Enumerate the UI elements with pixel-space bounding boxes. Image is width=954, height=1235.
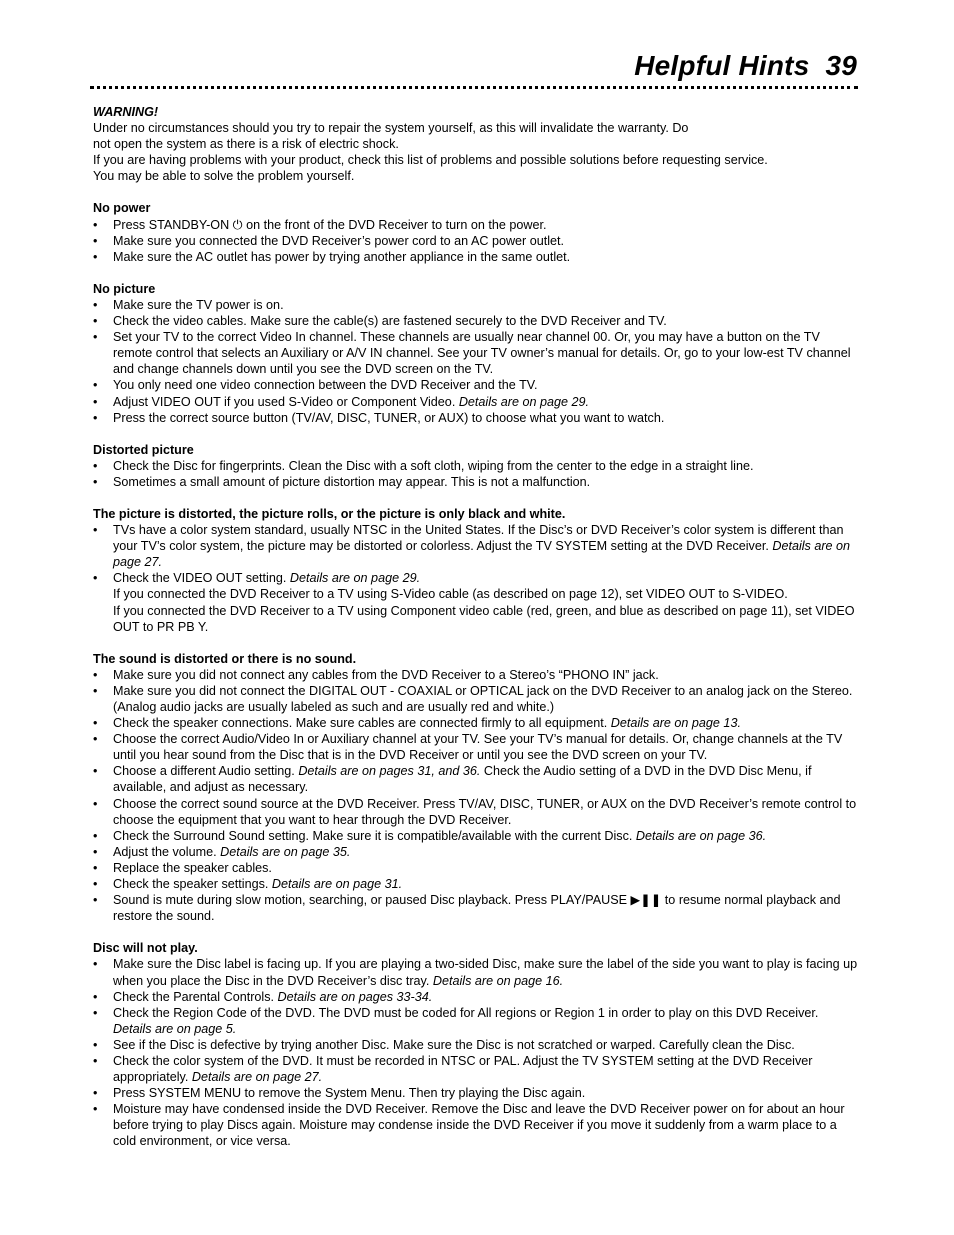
page-reference: Details are on page 36.: [635, 828, 767, 843]
bullet-icon: •: [93, 378, 98, 393]
item-text: Check the Disc for fingerprints. Clean the Disc with a soft cloth, wiping from the center to the edge in a straight line.: [113, 458, 754, 473]
list-item: [93, 989, 859, 1005]
item-text: Check the Region Code of the DVD. The DVD must be coded for All regions or Region 1 in order to play on this DVD Receiver.: [113, 1005, 819, 1020]
item-text: See if the Disc is defective by trying another Disc. Make sure the Disc is not scratched or warped. Carefully clean the Disc.: [113, 1037, 795, 1052]
list-item: [93, 377, 859, 393]
bullet-icon: •: [93, 458, 98, 473]
bullet-icon: •: [93, 394, 98, 409]
list-item: [93, 956, 859, 988]
bullet-icon: •: [93, 249, 98, 264]
item-text: Choose the correct Audio/Video In or Auxiliary channel at your TV. See your TV’s manual for details. Or, change channels at the TV until you hear sound from the Disc that is in the DVD Receiver or until you see the DVD screen on your TV.: [113, 732, 843, 763]
item-text: Press SYSTEM MENU to remove the System Menu. Then try playing the Disc again.: [113, 1086, 586, 1101]
bullet-icon: •: [93, 716, 98, 731]
list-item: [93, 570, 859, 634]
page-reference: Details are on page 5.: [113, 1021, 237, 1036]
section: [93, 506, 859, 635]
item-text: Moisture may have condensed inside the DVD Receiver. Remove the Disc and leave the DVD Receiver power on for about an hour before trying to play Discs again. Moisture may condense inside the DVD Receiver if you move it suddenly from a warm place to a cold environment, or vice versa.: [113, 1102, 845, 1149]
dotted-divider: [90, 86, 858, 89]
bullet-list: [93, 297, 859, 426]
page-reference: Details are on pages 31, and 36.: [298, 764, 481, 779]
list-item: [93, 394, 859, 410]
section: [93, 442, 859, 490]
item-text: Choose the correct sound source at the DVD Receiver. Press TV/AV, DISC, TUNER, or AUX on the DVD Receiver’s remote control to choose the equipment that you want to hear through the DVD Receiver.: [113, 796, 857, 827]
item-text: Press STANDBY-ON ⏻ on the front of the DVD Receiver to turn on the power.: [113, 217, 547, 232]
item-text: Make sure the AC outlet has power by trying another appliance in the same outlet.: [113, 249, 571, 264]
bullet-list: [93, 667, 859, 925]
sub-note: If you connected the DVD Receiver to a TV using Component video cable (red, green, and blue as described on page 11), set VIDEO OUT to PR PB Y.: [113, 603, 855, 634]
bullet-list: [93, 956, 859, 1149]
list-item: [93, 522, 859, 570]
bullet-icon: •: [93, 410, 98, 425]
list-item: [93, 667, 859, 683]
list-item: [93, 249, 859, 265]
item-text: Make sure you did not connect the DIGITAL OUT - COAXIAL or OPTICAL jack on the DVD Receiver to an analog jack on the Stereo. (Analog audio jacks are usually labeled as such and are usually red and white.): [113, 683, 853, 714]
list-item: [93, 731, 859, 763]
item-text-continued: Check the Audio setting of a DVD in the DVD Disc Menu, if available, and adjust as necessary.: [113, 764, 812, 795]
page-reference: Details are on page 29.: [458, 394, 590, 409]
item-text: Check the Parental Controls.: [113, 989, 275, 1004]
item-text: Make sure you did not connect any cables from the DVD Receiver to a Stereo’s “PHONO IN” jack.: [113, 667, 659, 682]
section: [93, 940, 859, 1149]
item-text: Replace the speaker cables.: [113, 860, 272, 875]
warning-line: You may be able to solve the problem yourself.: [93, 169, 355, 184]
item-text: You only need one video connection between the DVD Receiver and the TV.: [113, 378, 538, 393]
list-item: [93, 1005, 859, 1037]
page-title: [634, 48, 857, 84]
bullet-icon: •: [93, 796, 98, 811]
bullet-icon: •: [93, 732, 98, 747]
page-title-text: Helpful Hints: [634, 50, 810, 81]
page-reference: Details are on page 29.: [289, 571, 421, 586]
warning-line: Under no circumstances should you try to repair the system yourself, as this will invalidate the warranty. Do: [93, 121, 689, 136]
item-text: Adjust VIDEO OUT if you used S-Video or Component Video.: [113, 394, 456, 409]
item-text: Check the video cables. Make sure the cable(s) are fastened securely to the DVD Receiver and TV.: [113, 314, 667, 329]
item-text: Make sure the Disc label is facing up. If you are playing a two-sided Disc, make sure the label of the side you want to play is facing up when you place the Disc in the DVD Receiver’s disc tray.: [113, 957, 858, 988]
bullet-icon: •: [93, 667, 98, 682]
bullet-icon: •: [93, 1053, 98, 1068]
list-item: [93, 860, 859, 876]
section-title: Disc will not play.: [93, 941, 198, 956]
warning-line: not open the system as there is a risk of electric shock.: [93, 137, 399, 152]
list-item: [93, 217, 859, 233]
bullet-icon: •: [93, 233, 98, 248]
list-item: [93, 1053, 859, 1085]
list-item: [93, 313, 859, 329]
item-text: Check the Surround Sound setting. Make sure it is compatible/available with the current Disc.: [113, 828, 633, 843]
item-text: Check the color system of the DVD. It must be recorded in NTSC or PAL. Adjust the TV SYSTEM setting at the DVD Receiver appropriately.: [113, 1053, 813, 1085]
item-text: Adjust the volume.: [113, 844, 217, 859]
list-item: [93, 297, 859, 313]
page-reference: Details are on page 27.: [191, 1070, 323, 1085]
list-item: [93, 1037, 859, 1053]
list-item: [93, 844, 859, 860]
item-text: Sometimes a small amount of picture distortion may appear. This is not a malfunction.: [113, 474, 591, 489]
bullet-list: [93, 458, 859, 490]
bullet-icon: •: [93, 893, 98, 908]
list-item: [93, 1085, 859, 1101]
list-item: [93, 828, 859, 844]
page-reference: Details are on pages 33-34.: [277, 989, 433, 1004]
bullet-icon: •: [93, 877, 98, 892]
item-text: Check the speaker connections. Make sure cables are connected firmly to all equipment.: [113, 716, 608, 731]
bullet-icon: •: [93, 860, 98, 875]
list-item: [93, 796, 859, 828]
item-text: Sound is mute during slow motion, searching, or paused Disc playback. Press PLAY/PAUSE ▶❚❚ to resume normal playback and restore the sound.: [113, 893, 841, 924]
bullet-icon: •: [93, 330, 98, 345]
bullet-icon: •: [93, 523, 98, 538]
page-reference: Details are on page 35.: [220, 844, 351, 859]
bullet-icon: •: [93, 828, 98, 843]
bullet-icon: •: [93, 474, 98, 489]
bullet-icon: •: [93, 217, 98, 232]
page-reference: Details are on page 13.: [610, 716, 741, 731]
section-title: The sound is distorted or there is no sound.: [93, 651, 357, 666]
list-item: [93, 233, 859, 249]
bullet-icon: •: [93, 571, 98, 586]
sub-note: If you connected the DVD Receiver to a TV using S-Video cable (as described on page 12), set VIDEO OUT to S-VIDEO.: [113, 587, 788, 602]
page-reference: Details are on page 31.: [271, 877, 403, 892]
bullet-icon: •: [93, 1005, 98, 1020]
list-item: [93, 410, 859, 426]
list-item: [93, 763, 859, 795]
item-text: Check the speaker settings.: [113, 877, 269, 892]
bullet-list: [93, 522, 859, 635]
bullet-icon: •: [93, 1037, 98, 1052]
item-text: Press the correct source button (TV/AV, DISC, TUNER, or AUX) to choose what you want to watch.: [113, 410, 665, 425]
list-item: [93, 329, 859, 377]
page-header: [93, 48, 857, 90]
bullet-icon: •: [93, 957, 98, 972]
bullet-list: [93, 217, 859, 265]
list-item: [93, 683, 859, 715]
item-text: Choose a different Audio setting.: [113, 764, 295, 779]
section-title: The picture is distorted, the picture rolls, or the picture is only black and white.: [93, 506, 566, 521]
item-text: Check the VIDEO OUT setting.: [113, 571, 287, 586]
bullet-icon: •: [93, 1086, 98, 1101]
section-title: No picture: [93, 281, 156, 296]
section: [93, 281, 859, 426]
bullet-icon: •: [93, 844, 98, 859]
bullet-icon: •: [93, 764, 98, 779]
page-reference: Details are on page 27.: [113, 539, 851, 570]
section-title: Distorted picture: [93, 442, 194, 457]
bullet-icon: •: [93, 314, 98, 329]
list-item: [93, 1101, 859, 1149]
warning-title: WARNING!: [93, 105, 159, 119]
list-item: [93, 892, 859, 924]
item-text: Make sure you connected the DVD Receiver’s power cord to an AC power outlet.: [113, 233, 565, 248]
content: [93, 104, 859, 1150]
item-text: TVs have a color system standard, usually NTSC in the United States. If the Disc’s or DVD Receiver’s color system is different than your TV’s color system, the picture may be distorted or colorless. Adjust the TV SYSTEM setting at the DVD Receiver.: [113, 523, 844, 554]
list-item: [93, 458, 859, 474]
page-number: 39: [825, 50, 857, 81]
page-reference: Details are on page 16.: [432, 973, 564, 988]
warning-block: [93, 104, 859, 184]
bullet-icon: •: [93, 683, 98, 698]
section: [93, 651, 859, 925]
section-title: No power: [93, 201, 151, 216]
item-text: Make sure the TV power is on.: [113, 297, 284, 312]
list-item: [93, 715, 859, 731]
bullet-icon: •: [93, 989, 98, 1004]
list-item: [93, 474, 859, 490]
item-text: Set your TV to the correct Video In channel. These channels are usually near channel 00. Or, you may have a button on the TV remote control that selects an Auxiliary or A/V IN channel. See your TV owner’s manual for details. Or, go to your low-est TV channel and change channels down until you see the DVD screen on the TV.: [113, 330, 851, 377]
list-item: [93, 876, 859, 892]
bullet-icon: •: [93, 297, 98, 312]
bullet-icon: •: [93, 1102, 98, 1117]
warning-line: If you are having problems with your product, check this list of problems and possible solutions before requesting service.: [93, 153, 768, 168]
section: [93, 200, 859, 264]
